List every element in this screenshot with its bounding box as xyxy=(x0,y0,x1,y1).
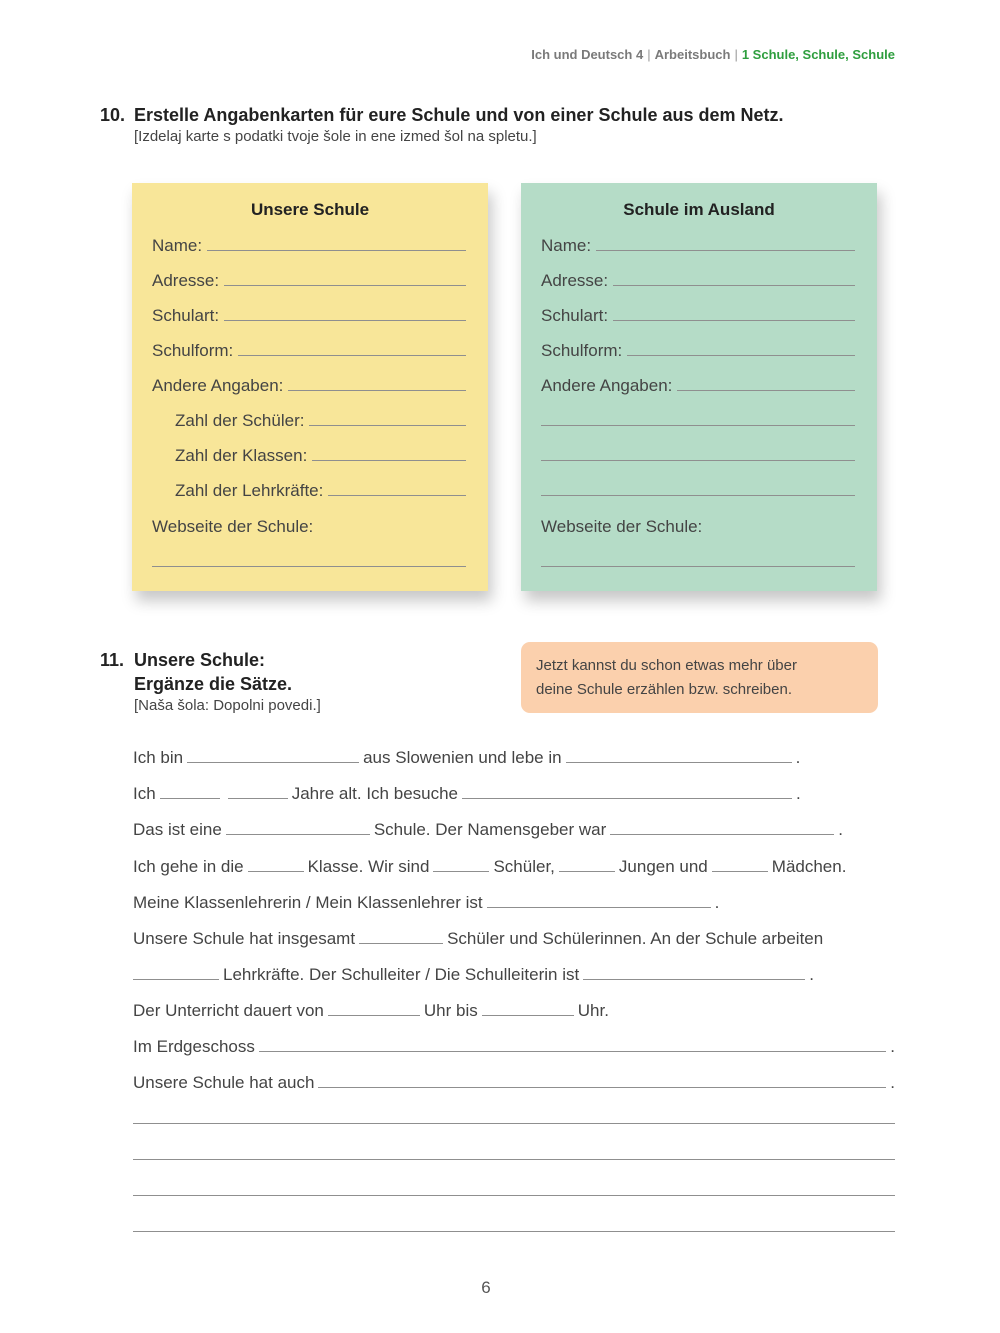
field-label: Webseite der Schule: xyxy=(541,517,703,536)
field-label: Name: xyxy=(541,236,592,255)
blank[interactable] xyxy=(248,870,304,872)
field-label: Adresse: xyxy=(152,271,220,290)
sentence-dot: . xyxy=(795,748,801,767)
tip-line: Jetzt kannst du schon etwas mehr über xyxy=(536,657,797,674)
write-line[interactable] xyxy=(613,320,855,321)
blank[interactable] xyxy=(433,870,489,872)
sentence-text: Klasse. Wir sind xyxy=(307,857,430,876)
sentence-text: Mädchen. xyxy=(771,857,847,876)
sentence-dot: . xyxy=(890,1037,895,1056)
field-school-form xyxy=(541,337,855,361)
sentence-row xyxy=(133,778,895,804)
write-line[interactable] xyxy=(677,390,855,391)
chapter-title: 1 Schule, Schule, Schule xyxy=(741,47,895,62)
blank[interactable] xyxy=(462,797,792,799)
sentence-text: aus Slowenien und lebe in xyxy=(363,748,562,767)
sentence-text: Jahre alt. Ich besuche xyxy=(291,784,459,803)
sentence-dot: . xyxy=(714,893,720,912)
sentence-text: Lehrkräfte. Der Schulleiter / Die Schulleiterin ist xyxy=(223,965,580,984)
field-school-type xyxy=(541,302,855,326)
field-label: Schulform: xyxy=(152,341,234,360)
field-website xyxy=(541,513,855,537)
sentence-row xyxy=(133,923,895,949)
sentence-row xyxy=(133,995,895,1021)
tip-box xyxy=(521,642,878,713)
field-website-line xyxy=(541,548,855,572)
write-line[interactable] xyxy=(627,355,855,356)
field-label: Schulform: xyxy=(541,341,623,360)
field-other-line xyxy=(541,442,855,466)
blank[interactable] xyxy=(328,1014,420,1016)
writing-line[interactable] xyxy=(133,1159,895,1160)
blank[interactable] xyxy=(359,942,443,944)
field-teachers xyxy=(175,477,466,501)
write-line[interactable] xyxy=(309,425,466,426)
field-name xyxy=(541,232,855,256)
sentence-text: Unsere Schule hat insgesamt xyxy=(133,929,356,948)
field-label: Name: xyxy=(152,236,203,255)
field-label: Zahl der Lehrkräfte: xyxy=(175,481,324,500)
card-unsere-schule xyxy=(132,183,488,591)
sentence-text: Unsere Schule hat auch xyxy=(133,1073,315,1092)
sentence-dot: . xyxy=(796,784,801,803)
sentence-text: Das ist eine xyxy=(133,820,222,839)
sentence-text: Ich bin xyxy=(133,748,184,767)
write-line[interactable] xyxy=(613,285,855,286)
sentence-text: Uhr bis xyxy=(423,1001,478,1020)
task-10-heading xyxy=(100,103,784,147)
sentence-text: Im Erdgeschoss xyxy=(133,1037,255,1056)
blank[interactable] xyxy=(712,870,768,872)
blank[interactable] xyxy=(610,833,834,835)
write-line[interactable] xyxy=(312,460,466,461)
blank[interactable] xyxy=(133,978,219,980)
task-11-title xyxy=(100,648,321,672)
sentence-dot: . xyxy=(809,965,814,984)
field-address xyxy=(541,267,855,291)
field-label: Adresse: xyxy=(541,271,609,290)
task-10-title xyxy=(100,103,784,127)
writing-line[interactable] xyxy=(133,1231,895,1232)
task-11-translation: [Naša šola: Dopolni povedi.] xyxy=(134,697,321,714)
field-school-type xyxy=(152,302,466,326)
page-number: 6 xyxy=(481,1278,491,1297)
field-label: Schulart: xyxy=(541,306,609,325)
task-number: 10. xyxy=(100,105,126,125)
sentence-text: Jungen und xyxy=(618,857,708,876)
field-website-line xyxy=(152,548,466,572)
sentence-row xyxy=(133,959,895,985)
write-line[interactable] xyxy=(207,250,466,251)
write-line[interactable] xyxy=(541,566,855,567)
field-classes xyxy=(175,442,466,466)
blank[interactable] xyxy=(259,1050,886,1052)
sentence-text: Uhr. xyxy=(577,1001,609,1020)
blank[interactable] xyxy=(226,833,370,835)
sentence-row xyxy=(133,1031,895,1057)
task-instruction: Erstelle Angabenkarten für eure Schule und von einer Schule aus dem Netz. xyxy=(134,105,784,125)
task-instruction: Unsere Schule: xyxy=(134,650,266,670)
field-label: Andere Angaben: xyxy=(541,376,673,395)
sentence-text: Schüler und Schülerinnen. An der Schule arbeiten xyxy=(447,929,824,948)
sentence-text: Meine Klassenlehrerin / Mein Klassenlehrer ist xyxy=(133,893,483,912)
book-part: Arbeitsbuch xyxy=(654,47,731,62)
book-title: Ich und Deutsch 4 xyxy=(531,47,644,62)
blank[interactable] xyxy=(559,870,615,872)
writing-line[interactable] xyxy=(133,1123,895,1124)
write-line[interactable] xyxy=(224,320,466,321)
field-label: Schulart: xyxy=(152,306,220,325)
write-line[interactable] xyxy=(288,390,466,391)
field-label: Zahl der Schüler: xyxy=(175,411,305,430)
field-label: Webseite der Schule: xyxy=(152,517,314,536)
sentence-row xyxy=(133,851,895,877)
field-other-line xyxy=(541,477,855,501)
sentence-dot: . xyxy=(890,1073,895,1092)
sentence-text: Ich xyxy=(133,784,156,803)
sentence-dot: . xyxy=(838,820,844,839)
write-line[interactable] xyxy=(152,566,466,567)
field-label: Andere Angaben: xyxy=(152,376,284,395)
field-school-form xyxy=(152,337,466,361)
field-website xyxy=(152,513,466,537)
blank[interactable] xyxy=(583,978,805,980)
blank[interactable] xyxy=(482,1014,574,1016)
sentence-row xyxy=(133,1067,895,1093)
write-line[interactable] xyxy=(541,425,855,426)
field-name xyxy=(152,232,466,256)
blank[interactable] xyxy=(187,761,359,763)
card-schule-im-ausland xyxy=(521,183,877,591)
blank[interactable] xyxy=(228,797,288,799)
sentence-text: Ich gehe in die xyxy=(133,857,244,876)
field-label: Zahl der Klassen: xyxy=(175,446,308,465)
field-other-line xyxy=(541,407,855,431)
header-separator: | xyxy=(734,47,738,62)
field-address xyxy=(152,267,466,291)
blank[interactable] xyxy=(160,797,220,799)
card-title: Unsere Schule xyxy=(250,200,370,219)
tip-line: deine Schule erzählen bzw. schreiben. xyxy=(536,681,792,698)
sentence-row xyxy=(133,814,895,840)
sentence-text: Der Unterricht dauert von xyxy=(133,1001,324,1020)
header-separator: | xyxy=(647,47,651,62)
field-other xyxy=(152,372,466,396)
write-line[interactable] xyxy=(224,285,466,286)
write-line[interactable] xyxy=(541,495,855,496)
sentence-row xyxy=(133,742,895,768)
write-line[interactable] xyxy=(328,495,466,496)
blank[interactable] xyxy=(318,1086,886,1088)
field-other xyxy=(541,372,855,396)
task-11-title-line2: Ergänze die Sätze. xyxy=(134,674,293,694)
running-header xyxy=(531,47,895,62)
write-line[interactable] xyxy=(596,250,855,251)
task-11-heading xyxy=(100,648,321,716)
card-title: Schule im Ausland xyxy=(623,200,775,219)
task-number: 11. xyxy=(100,650,125,670)
write-line[interactable] xyxy=(238,355,466,356)
sentence-text: Schule. Der Namensgeber war xyxy=(373,820,607,839)
task-10-translation: [Izdelaj karte s podatki tvoje šole in ene izmed šol na spletu.] xyxy=(134,128,537,145)
blank[interactable] xyxy=(487,906,711,908)
write-line[interactable] xyxy=(541,460,855,461)
sentence-row xyxy=(133,887,895,913)
writing-line[interactable] xyxy=(133,1195,895,1196)
sentence-text: Schüler, xyxy=(493,857,555,876)
field-students xyxy=(175,407,466,431)
blank[interactable] xyxy=(566,761,792,763)
